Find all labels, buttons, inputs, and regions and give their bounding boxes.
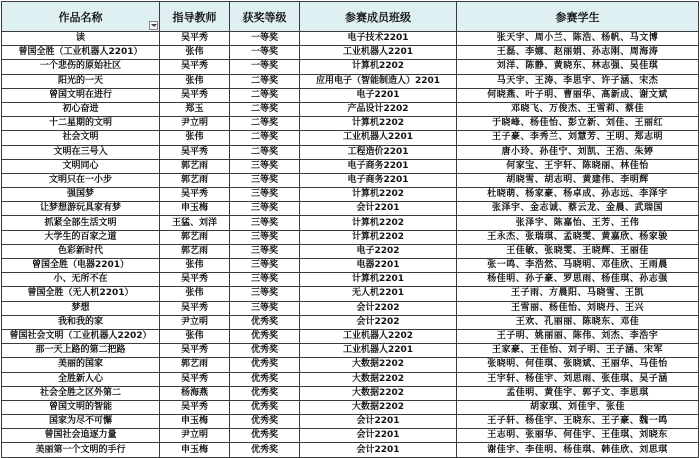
table-cell[interactable]: 二等奖 [230,102,300,116]
header-cell [160,2,230,32]
table-row [2,301,699,315]
table-cell[interactable]: 电子商务2201 [300,173,457,187]
table-cell[interactable]: 三等奖 [230,301,300,315]
table-cell[interactable]: 三等奖 [230,259,300,273]
table-cell[interactable]: 色彩新时代 [2,244,160,258]
table-row [2,131,699,145]
table-cell[interactable]: 一等奖 [230,60,300,74]
table-cell[interactable]: 一等奖 [230,32,300,46]
header-cell [457,2,699,32]
table-row [2,216,699,230]
table-cell[interactable]: 工业机器人2201 [300,46,457,60]
table-cell[interactable]: 吴平秀 [160,301,230,315]
table-cell[interactable]: 会计2201 [300,415,457,429]
filter-dropdown-icon[interactable] [149,21,158,30]
table-row [2,358,699,372]
table-cell[interactable]: 王猛、刘洋 [160,216,230,230]
table-cell[interactable]: 电器2201 [300,259,457,273]
table-cell[interactable]: 张天宇、周小兰、陈浩、杨帆、马文博 [457,32,699,46]
table-cell[interactable]: 二等奖 [230,131,300,145]
table-cell[interactable]: 郑玉 [160,102,230,116]
table-cell[interactable]: 王子豪、李秀兰、刘慧芳、王明、郑志明 [457,131,699,145]
table-cell[interactable]: 谢佳宇、李佳明、杨佳琪、韩佳欣、刘思琪 [457,443,699,457]
table-cell[interactable]: 曾国社会追逐力量 [2,429,160,443]
table-row [2,102,699,116]
table-cell[interactable]: 电子商务2201 [300,159,457,173]
table-row [2,244,699,258]
table-cell[interactable]: 刘洋、陈静、黄晓东、林志强、吴佳琪 [457,60,699,74]
table-cell[interactable]: 申玉梅 [160,415,230,429]
table-row [2,443,699,457]
table-cell[interactable]: 一等奖 [230,46,300,60]
table-cell[interactable]: 十二星期的文明 [2,117,160,131]
table-cell[interactable]: 吴平秀 [160,145,230,159]
table-cell[interactable]: 杨佳明、孙子豪、罗思雨、杨佳琪、孙志强 [457,273,699,287]
award-table [1,1,699,458]
table-cell[interactable]: 吴平秀 [160,188,230,202]
table-cell[interactable]: 曾国文明在进行 [2,88,160,102]
table-cell[interactable]: 优秀奖 [230,429,300,443]
table-cell[interactable]: 那一天上路的第二把路 [2,344,160,358]
table-cell[interactable]: 王志明、张丽华、何佳宇、王佳琪、刘晓东 [457,429,699,443]
table-cell[interactable]: 美丽第一个文明的手行 [2,443,160,457]
table-row [2,60,699,74]
table-cell[interactable]: 吴平秀 [160,372,230,386]
table-cell[interactable]: 尹立明 [160,315,230,329]
table-row [2,202,699,216]
table-cell[interactable]: 张伟 [160,131,230,145]
table-cell[interactable]: 胡晓雪、胡志明、黄建伟、李明辉 [457,173,699,187]
table-cell[interactable]: 我和我的家 [2,315,160,329]
table-cell[interactable]: 邓晓飞、万俊杰、王雪莉、蔡佳 [457,102,699,116]
table-row [2,315,699,329]
table-cell[interactable]: 计算机2202 [300,230,457,244]
table-cell[interactable]: 王雪丽、杨佳怡、刘晓丹、王兴 [457,301,699,315]
table-cell[interactable]: 郭艺雨 [160,358,230,372]
table-cell[interactable]: 何晓燕、叶子明、曹丽华、高新成、谢文斌 [457,88,699,102]
table-cell[interactable]: 张伟 [160,74,230,88]
table-cell[interactable]: 申玉梅 [160,202,230,216]
table-cell[interactable]: 张伟 [160,46,230,60]
table-row [2,88,699,102]
table-row [2,386,699,400]
table-cell[interactable]: 尹立明 [160,117,230,131]
table-cell[interactable]: 唐小玲、孙佳宁、刘凯、王浩、朱婷 [457,145,699,159]
table-cell[interactable]: 张一鸣、李浩然、马晓明、邓佳欣、王雨晨 [457,259,699,273]
table-cell[interactable]: 优秀奖 [230,372,300,386]
table-row [2,188,699,202]
table-cell[interactable]: 美丽的国家 [2,358,160,372]
header-label: 参赛学生 [555,10,600,24]
table-cell[interactable]: 无人机2201 [300,287,457,301]
table-cell[interactable]: 吴平秀 [160,400,230,414]
table-cell[interactable]: 郭艺雨 [160,230,230,244]
table-cell[interactable]: 吴平秀 [160,88,230,102]
table-cell[interactable]: 二等奖 [230,117,300,131]
table-cell[interactable]: 王欢、孔丽丽、陈晓东、邓佳 [457,315,699,329]
table-cell[interactable]: 马天宇、王涛、李思宇、许子涵、宋杰 [457,74,699,88]
table-cell[interactable]: 电子2201 [300,88,457,102]
table-cell[interactable]: 大数据2202 [300,400,457,414]
table-cell[interactable]: 王永杰、张瑞琪、孟晓雯、黄嘉欣、杨家骏 [457,230,699,244]
table-cell[interactable]: 曾国全胜（电器2201） [2,259,160,273]
table-cell[interactable]: 初心奋进 [2,102,160,116]
table-cell[interactable]: 社会全胜之区外第二 [2,386,160,400]
table-cell[interactable]: 优秀奖 [230,358,300,372]
table-cell[interactable]: 王宇轩、杨佳宇、刘思雨、张佳琪、吴子涵 [457,372,699,386]
table-cell[interactable]: 吴平秀 [160,273,230,287]
table-cell[interactable]: 吴平秀 [160,32,230,46]
table-cell[interactable]: 强国梦 [2,188,160,202]
table-cell[interactable]: 产品设计2202 [300,102,457,116]
table-cell[interactable]: 申玉梅 [160,443,230,457]
table-cell[interactable]: 胡家琪、刘佳宇、张佳 [457,400,699,414]
table-row [2,344,699,358]
table-cell[interactable]: 优秀奖 [230,329,300,343]
table-cell[interactable]: 王磊、李娜、赵丽娟、孙志刚、周海涛 [457,46,699,60]
table-cell[interactable]: 王子雨、方晨阳、马晓雪、王凯 [457,287,699,301]
table-cell[interactable]: 大数据2202 [300,358,457,372]
table-cell[interactable]: 大数据2202 [300,386,457,400]
table-cell[interactable]: 文明同心 [2,159,160,173]
table-cell[interactable]: 三等奖 [230,188,300,202]
table-row [2,372,699,386]
table-cell[interactable]: 曾国文明的智能 [2,400,160,414]
table-row [2,74,699,88]
table-cell[interactable]: 计算机2202 [300,117,457,131]
table-cell[interactable]: 抓紧全部生活文明 [2,216,160,230]
header-label: 作品名称 [58,10,103,24]
table-cell[interactable]: 会计2202 [300,301,457,315]
table-cell[interactable]: 郭艺雨 [160,244,230,258]
table-row [2,159,699,173]
table-row [2,400,699,414]
table-cell[interactable]: 让梦想游玩具家有梦 [2,202,160,216]
table-cell[interactable]: 王子明、姚丽丽、陈伟、刘杰、李浩宇 [457,329,699,343]
table-cell[interactable]: 何家宝、王宇轩、陈晓丽、林佳怡 [457,159,699,173]
table-cell[interactable]: 张伟 [160,259,230,273]
table-row [2,273,699,287]
table-cell[interactable]: 三等奖 [230,273,300,287]
table-cell[interactable]: 会计2201 [300,443,457,457]
table-cell[interactable]: 电子技术2201 [300,32,457,46]
table-cell[interactable]: 优秀奖 [230,344,300,358]
table-cell[interactable]: 优秀奖 [230,386,300,400]
table-row [2,46,699,60]
table-cell[interactable]: 小、无所不在 [2,273,160,287]
table-cell[interactable]: 三等奖 [230,287,300,301]
table-cell[interactable]: 全胜新人心 [2,372,160,386]
table-cell[interactable]: 工业机器人2201 [300,131,457,145]
header-cell [300,2,457,32]
table-cell[interactable]: 工业机器人2202 [300,329,457,343]
header-row [2,2,699,32]
table-row [2,259,699,273]
table-cell[interactable]: 社会文明 [2,131,160,145]
table-cell[interactable]: 会计2201 [300,429,457,443]
table-cell[interactable]: 三等奖 [230,173,300,187]
table-cell[interactable]: 优秀奖 [230,443,300,457]
table-cell[interactable]: 三等奖 [230,159,300,173]
table-cell[interactable]: 优秀奖 [230,415,300,429]
table-cell[interactable]: 曾国全胜（无人机2201） [2,287,160,301]
table-cell[interactable]: 文明只在一小步 [2,173,160,187]
header-label: 参赛成员班级 [345,10,411,24]
table-cell[interactable]: 王家豪、王佳怡、刘子明、王子涵、宋军 [457,344,699,358]
table-cell[interactable]: 王子轩、杨佳宇、王晓东、王子豪、魏一鸣 [457,415,699,429]
table-cell[interactable]: 计算机2202 [300,216,457,230]
table-cell[interactable]: 郭艺雨 [160,173,230,187]
table-cell[interactable]: 尹立明 [160,429,230,443]
table-row [2,173,699,187]
table-cell[interactable]: 三等奖 [230,244,300,258]
table-cell[interactable]: 曾国全胜（工业机器人2201） [2,46,160,60]
table-cell[interactable]: 大数据2202 [300,372,457,386]
table-cell[interactable]: 二等奖 [230,145,300,159]
header-cell [2,2,160,32]
table-cell[interactable]: 吴平秀 [160,344,230,358]
table-cell[interactable]: 曾国社会文明（工业机器人2202） [2,329,160,343]
table-cell[interactable]: 张伟 [160,329,230,343]
table-cell[interactable]: 张泽宇、金志诚、蔡云龙、金晨、武瑞国 [457,202,699,216]
table-cell[interactable]: 张泽宇、陈嘉怡、王芳、王伟 [457,216,699,230]
table-row [2,32,699,46]
table-cell[interactable]: 工业机器人2201 [300,344,457,358]
table-cell[interactable]: 文明在三号入 [2,145,160,159]
table-cell[interactable]: 大学生的百家之道 [2,230,160,244]
header-label: 获奖等级 [242,10,287,24]
table-row [2,287,699,301]
table-row [2,230,699,244]
table-cell[interactable]: 优秀奖 [230,315,300,329]
table-row [2,117,699,131]
table-row [2,145,699,159]
table-cell[interactable]: 优秀奖 [230,400,300,414]
table-row [2,329,699,343]
table-cell[interactable]: 二等奖 [230,88,300,102]
table-cell[interactable]: 张晓明、何佳琪、张晓斌、王丽华、马佳怡 [457,358,699,372]
table-cell[interactable]: 杨海燕 [160,386,230,400]
table-cell[interactable]: 二等奖 [230,74,300,88]
table-row [2,415,699,429]
table-cell[interactable]: 读 [2,32,160,46]
table-cell[interactable]: 张伟 [160,287,230,301]
table-cell[interactable]: 三等奖 [230,230,300,244]
table-cell[interactable]: 阳光的一天 [2,74,160,88]
table-cell[interactable]: 应用电子（智能制造人）2201 [300,74,457,88]
table-cell[interactable]: 电子2202 [300,244,457,258]
table-cell[interactable]: 一个悲伤的原始社区 [2,60,160,74]
table-cell[interactable]: 会计2201 [300,202,457,216]
table-cell[interactable]: 郭艺雨 [160,159,230,173]
table-cell[interactable]: 计算机2202 [300,188,457,202]
header-cell [230,2,300,32]
table-cell[interactable]: 梦想 [2,301,160,315]
table-cell[interactable]: 计算机2202 [300,60,457,74]
header-label: 指导教师 [172,10,217,24]
table-cell[interactable]: 于晓峰、杨佳怡、彭立新、刘佳、王丽红 [457,117,699,131]
table-cell[interactable]: 计算机2201 [300,273,457,287]
table-cell[interactable]: 工程造价2201 [300,145,457,159]
table-cell[interactable]: 杜晓萌、杨家豪、杨卓成、孙志远、李泽宇 [457,188,699,202]
table-cell[interactable]: 吴平秀 [160,60,230,74]
table-cell[interactable]: 三等奖 [230,216,300,230]
table-cell[interactable]: 三等奖 [230,202,300,216]
table-cell[interactable]: 王佳敏、张晓雯、王晓辉、王丽佳 [457,244,699,258]
table-cell[interactable]: 国家为尽不可懈 [2,415,160,429]
table-cell[interactable]: 会计2202 [300,315,457,329]
table-cell[interactable]: 孟佳明、黄佳宇、郭子文、李思琪 [457,386,699,400]
